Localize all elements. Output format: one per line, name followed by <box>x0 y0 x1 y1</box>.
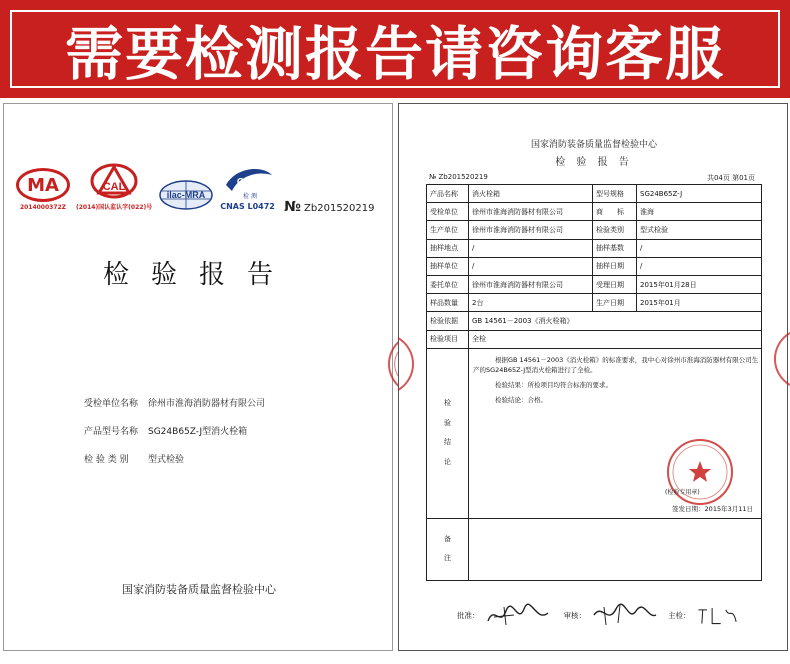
table-row <box>427 312 762 330</box>
field-value: SG24B65Z-J型消火栓箱 <box>148 427 248 437</box>
conclusion-final: 检验结论：合格。 <box>495 395 547 404</box>
sign-date: 签发日期：2015年3月11日 <box>672 504 753 513</box>
review-label: 审核： <box>563 610 586 620</box>
cell-label: 生产日期 <box>593 294 637 312</box>
field-label: 检 验 类 别 <box>84 455 129 465</box>
stamp-label: (检验专用章) <box>665 488 700 496</box>
cell-value: / <box>469 257 593 275</box>
cell-value: / <box>469 239 593 257</box>
vertical-char: 验 <box>444 418 451 427</box>
cell-value: 2015年01月 <box>637 294 762 312</box>
cell-label: 商 标 <box>593 203 637 221</box>
conclusion-paragraph: 根据GB 14561－2003《消火栓箱》的标准要求，我中心对徐州市淮海消防器材有限公司生产的SG24B65Z-J型消火栓箱进行了全检。 <box>473 355 759 374</box>
inspect-label: 主检： <box>668 610 691 620</box>
vertical-char: 结 <box>444 438 451 447</box>
cell-label: 抽样日期 <box>593 257 637 275</box>
cma-mark: MA <box>16 168 70 202</box>
field-value: 徐州市淮海消防器材有限公司 <box>148 399 266 409</box>
remarks-row <box>427 518 762 580</box>
table-row <box>427 203 762 221</box>
cell-label: 生产单位 <box>427 221 469 239</box>
cnas-sub-text: 检 测 <box>242 193 257 200</box>
cell-label: 检验依据 <box>427 312 469 330</box>
cell-value: / <box>637 239 762 257</box>
cal-logo <box>76 162 152 211</box>
report-org: 国家消防装备质量监督检验中心 <box>530 140 657 150</box>
banner-text: 需要检测报告请咨询客服 <box>64 20 725 88</box>
number-prefix: № <box>284 199 301 215</box>
report-title: 检 验 报 告 <box>555 157 633 168</box>
report-number: № Zb201520219 <box>429 173 488 181</box>
cal-code: (2014)国认监认字(022)号 <box>76 204 153 211</box>
cell-label: 抽样地点 <box>427 239 469 257</box>
report-table <box>426 184 762 581</box>
cover-title: 检验报告 <box>102 260 295 290</box>
signature-row <box>457 601 755 629</box>
cover-field-row <box>84 396 265 409</box>
inspector-signature-icon <box>695 601 755 629</box>
cell-label: 抽样单位 <box>427 257 469 275</box>
cell-label: 型号规格 <box>593 185 637 203</box>
number-value: Zb201520219 <box>304 203 375 214</box>
field-label: 产品型号名称 <box>84 427 139 437</box>
vertical-char: 备 <box>444 534 451 543</box>
certification-logos <box>16 162 275 211</box>
inspection-seal-icon <box>665 437 735 507</box>
ilac-text: ilac-MRA <box>166 190 206 200</box>
cell-label: 抽样基数 <box>593 239 637 257</box>
cover-report-number <box>284 199 375 215</box>
banner-frame <box>10 10 780 88</box>
field-value: 型式检验 <box>148 455 185 465</box>
cell-label: 受检单位 <box>427 203 469 221</box>
cell-value: 徐州市淮海消防器材有限公司 <box>469 275 593 293</box>
conclusion-text <box>473 355 759 410</box>
promo-banner <box>0 0 790 98</box>
cell-value: 消火栓箱 <box>469 185 593 203</box>
remarks-label <box>427 518 469 580</box>
table-row <box>427 294 762 312</box>
cell-label: 受理日期 <box>593 275 637 293</box>
cell-label: 产品名称 <box>427 185 469 203</box>
cell-value: GB 14561－2003《消火栓箱》 <box>469 312 762 330</box>
cell-value: 徐州市淮海消防器材有限公司 <box>469 221 593 239</box>
cell-label: 检验项目 <box>427 330 469 348</box>
cell-value: 2台 <box>469 294 593 312</box>
cell-value: 全检 <box>469 330 762 348</box>
cal-triangle-icon <box>89 162 139 200</box>
reviewer-signature-icon <box>590 601 660 629</box>
table-row <box>427 185 762 203</box>
conclusion-result: 检验结果：所检项目均符合标准的要求。 <box>495 380 612 389</box>
table-row <box>427 275 762 293</box>
table-row <box>427 221 762 239</box>
cell-value: SG24B65Z-J <box>637 185 762 203</box>
table-row <box>427 330 762 348</box>
cover-field-row <box>84 452 265 465</box>
approve-label: 批准： <box>457 610 480 620</box>
cal-text: CAL <box>102 181 126 193</box>
table-row <box>427 239 762 257</box>
conclusion-row <box>427 348 762 518</box>
field-label: 受检单位名称 <box>84 399 139 409</box>
conclusion-cell <box>469 348 762 518</box>
cma-logo <box>16 168 70 211</box>
ilac-globe-icon <box>158 179 214 211</box>
cell-value: / <box>637 257 762 275</box>
cell-value: 2015年01月28日 <box>637 275 762 293</box>
ilac-logo <box>158 179 214 211</box>
vertical-char: 注 <box>444 554 451 563</box>
report-page-count: 共04页 第01页 <box>706 174 755 182</box>
cma-code: 2014000372Z <box>19 204 67 211</box>
cell-value: 淮海 <box>637 203 762 221</box>
remarks-label-text <box>430 530 465 569</box>
table-row <box>427 257 762 275</box>
cell-value: 型式检验 <box>637 221 762 239</box>
cover-issuer: 国家消防装备质量监督检验中心 <box>122 583 276 596</box>
conclusion-label-text <box>430 394 465 472</box>
conclusion-label <box>427 348 469 518</box>
remarks-cell <box>469 518 762 580</box>
cnas-swoosh-icon <box>222 165 274 201</box>
cnas-code: CNAS L0472 <box>220 202 275 211</box>
cell-label: 检验类别 <box>593 221 637 239</box>
cover-fields <box>84 396 265 480</box>
vertical-char: 检 <box>444 399 451 407</box>
edge-seal-left-icon <box>398 334 432 394</box>
cnas-logo <box>220 165 275 211</box>
report-summary-page <box>398 103 788 651</box>
vertical-char: 论 <box>444 457 451 466</box>
cnas-text: CNAS <box>236 177 265 188</box>
cell-label: 样品数量 <box>427 294 469 312</box>
cover-field-row <box>84 424 265 437</box>
cell-label: 委托单位 <box>427 275 469 293</box>
edge-seal-right-icon <box>756 329 790 389</box>
report-cover-page <box>3 103 393 651</box>
cell-value: 徐州市淮海消防器材有限公司 <box>469 203 593 221</box>
approver-signature-icon <box>484 601 554 629</box>
